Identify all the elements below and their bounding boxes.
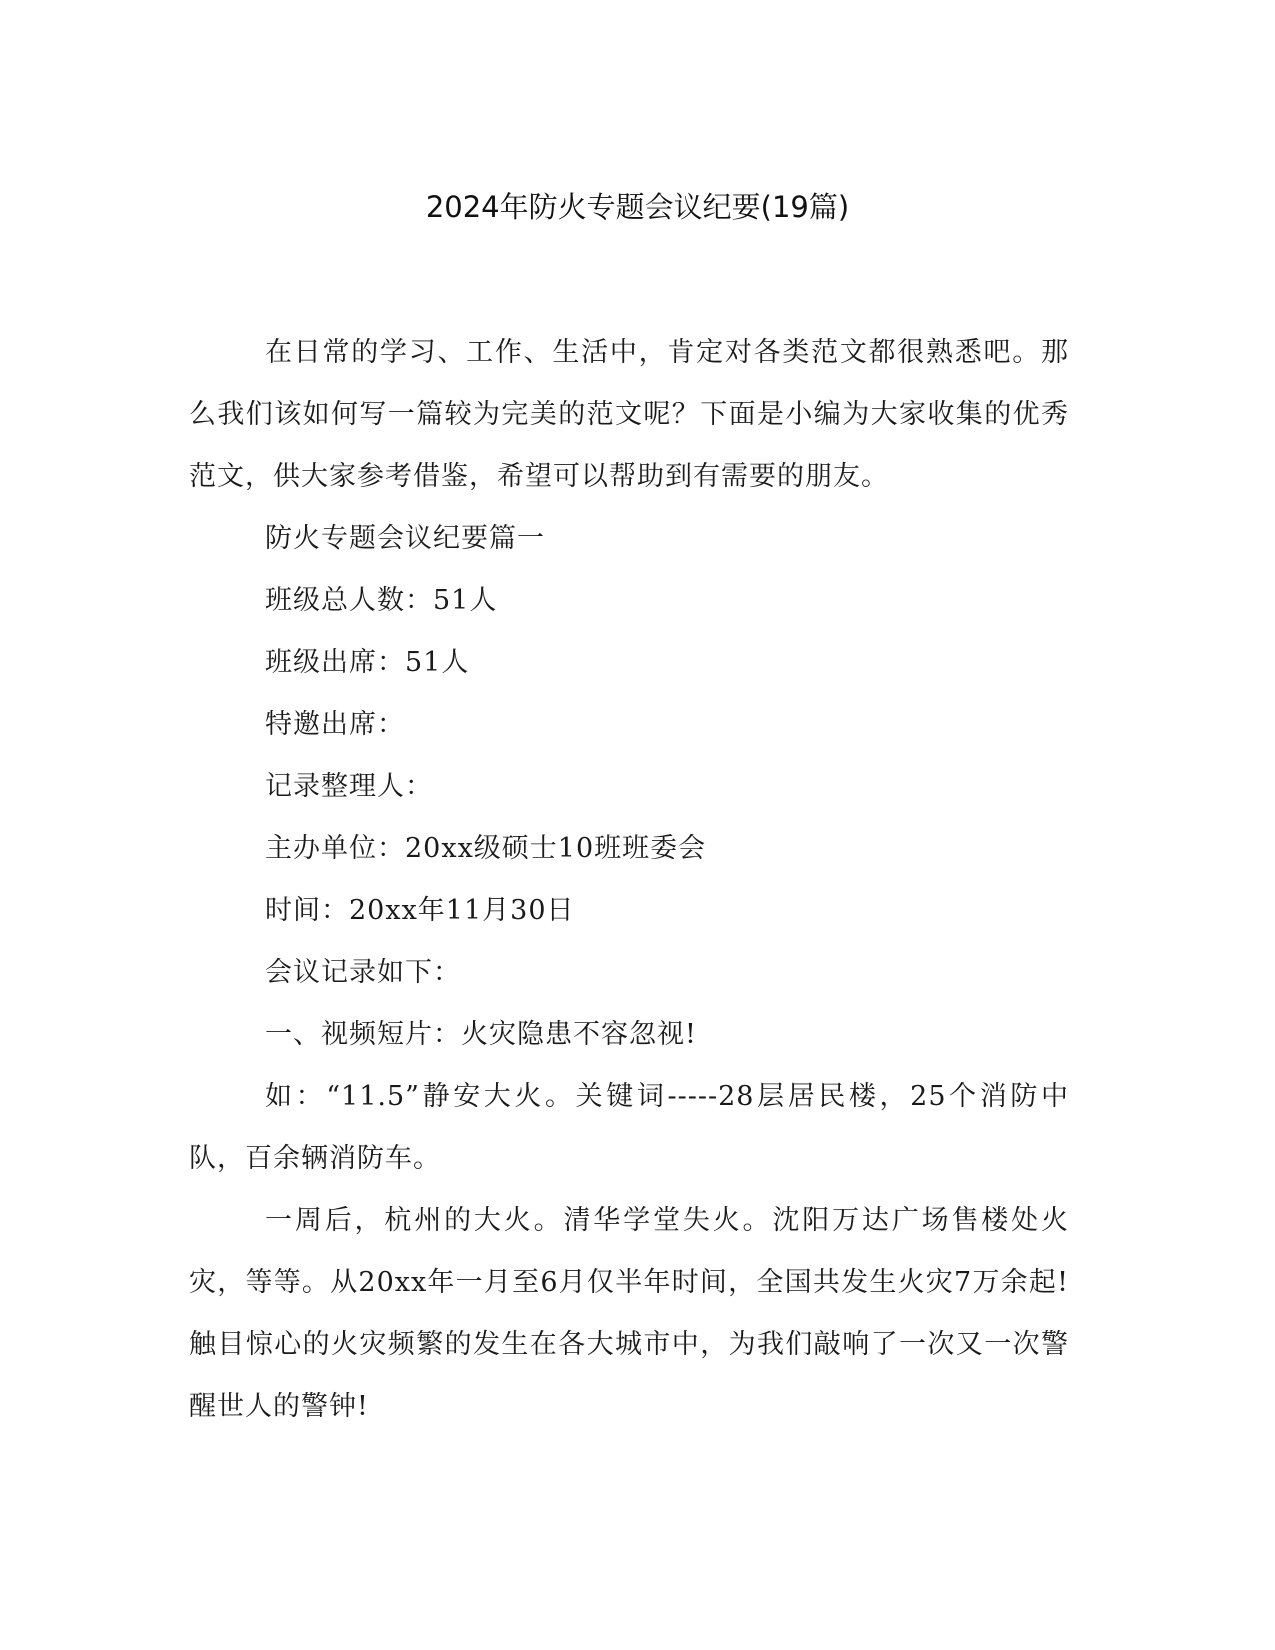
minutes-intro-line: 会议记录如下：: [265, 957, 461, 988]
organizer-line: 主办单位：20xx级硕士10班班委会: [265, 833, 707, 864]
example-paragraph: 如：“11.5”静安大火。关键词-----28层居民楼，25个消防中队，百余辆消防车。: [189, 1081, 1069, 1174]
item-one-heading: 一、视频短片：火灾隐患不容忽视!: [265, 1019, 697, 1050]
intro-paragraph: 在日常的学习、工作、生活中，肯定对各类范文都很熟悉吧。那么我们该如何写一篇较为完美的范文呢？下面是小编为大家收集的优秀范文，供大家参考借鉴，希望可以帮助到有需要的朋友。: [189, 337, 1069, 492]
recorder-line: 记录整理人：: [265, 771, 433, 802]
closing-paragraph: 一周后，杭州的大火。清华学堂失火。沈阳万达广场售楼处火灾，等等。从20xx年一月至6月仅半年时间，全国共发生火灾7万余起!触目惊心的火灾频繁的发生在各大城市中，为我们敲响了一次又一次警醒世人的警钟!: [189, 1205, 1069, 1422]
time-line: 时间：20xx年11月30日: [265, 895, 575, 926]
document-body: [189, 322, 1069, 1438]
special-guests-line: 特邀出席：: [265, 709, 405, 740]
class-attendance-line: 班级出席：51人: [265, 647, 470, 678]
section-heading: 防火专题会议纪要篇一: [265, 523, 545, 554]
class-total-line: 班级总人数：51人: [265, 585, 498, 616]
document-title: 2024年防火专题会议纪要(19篇): [425, 190, 850, 224]
